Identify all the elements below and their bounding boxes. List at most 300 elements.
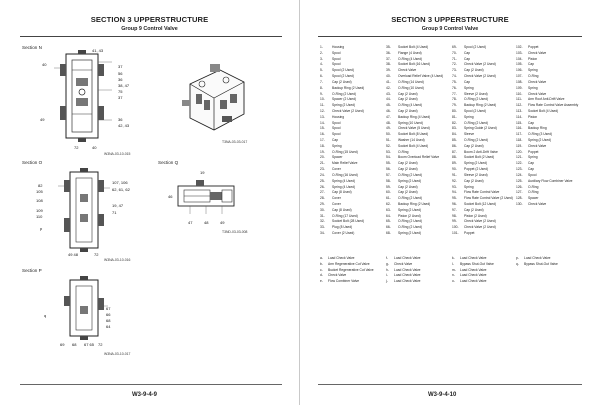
part-number: 46- xyxy=(386,108,391,113)
part-number: 66- xyxy=(386,225,391,230)
part-number: 87- xyxy=(452,149,457,154)
callout: p xyxy=(40,226,43,231)
part-name: Cap xyxy=(528,167,535,172)
part-name: Cover xyxy=(332,196,341,201)
part-number: 5- xyxy=(320,68,323,73)
part-number: 127- xyxy=(516,190,523,195)
part-name: Piston (2 Used) xyxy=(464,213,487,218)
part-number: 3- xyxy=(320,56,323,61)
part-number: 35- xyxy=(386,45,391,49)
legend-letter: k- xyxy=(452,256,455,260)
part-name: Poppet xyxy=(528,149,539,154)
part-number: 33- xyxy=(320,225,325,230)
part-number: 86- xyxy=(452,143,457,148)
callout: 110 xyxy=(36,214,43,219)
part-number: 37- xyxy=(386,56,391,61)
legend-letter: q- xyxy=(516,261,519,266)
part-number: 70- xyxy=(452,50,457,55)
part-number: 124- xyxy=(516,172,523,177)
part-name: Overload Relief Valve (4 Used) xyxy=(398,74,444,79)
part-name: O-Ring (15 Used) xyxy=(332,149,358,154)
header-rule xyxy=(318,36,582,37)
part-number: 6- xyxy=(320,74,323,79)
part-name: O-Ring (4 Used) xyxy=(398,56,423,61)
part-number: 43- xyxy=(386,91,391,96)
part-number: 26- xyxy=(320,184,325,189)
callout: 37 xyxy=(118,95,123,100)
part-name: Socket Bolt (4 Used) xyxy=(398,45,429,49)
part-number: 47- xyxy=(386,114,391,119)
legend-name: Load Check Valve xyxy=(524,256,551,260)
part-number: 15- xyxy=(320,126,325,131)
part-number: 92- xyxy=(452,178,457,183)
part-name: Spool xyxy=(332,132,341,137)
part-number: 4- xyxy=(320,62,323,67)
legend-name: Load Check Valve xyxy=(460,279,487,284)
part-number: 57- xyxy=(386,172,391,177)
figure-label-section-p: Section P xyxy=(22,268,42,273)
part-name: Check Valve (2 Used) xyxy=(464,62,496,67)
part-name: Check Valve xyxy=(528,143,547,148)
callout: 56 xyxy=(118,71,123,76)
parts-list-column xyxy=(386,45,452,237)
part-number: 113- xyxy=(516,108,523,113)
part-number: 71- xyxy=(452,56,457,61)
callout: 38, 47 xyxy=(118,83,130,88)
part-number: 19- xyxy=(320,149,325,154)
part-number: 55- xyxy=(386,161,391,166)
part-name: O-Ring xyxy=(528,74,539,79)
parts-list-column xyxy=(516,45,582,208)
part-name: Housing xyxy=(332,114,345,119)
part-number: 94- xyxy=(452,190,457,195)
part-number: 36- xyxy=(386,50,391,55)
part-number: 24- xyxy=(320,172,325,177)
part-number: 93- xyxy=(452,184,457,189)
figure-label-section-n: Section N xyxy=(22,45,42,50)
parts-list-item xyxy=(516,202,582,208)
footer-rule xyxy=(318,384,582,385)
figure-label-section-q: Section Q xyxy=(158,160,179,165)
callout: q xyxy=(44,313,47,318)
part-name: Socket Bolt (2 Used) xyxy=(464,155,495,160)
callout: 82 xyxy=(38,183,43,188)
part-name: Socket Bolt (4 Used) xyxy=(398,143,429,148)
callout: 67 xyxy=(106,306,111,311)
figure-label-section-o: Section O xyxy=(22,160,43,165)
callout: 48 xyxy=(204,220,209,225)
legend-name: Load Check Valve xyxy=(394,267,421,272)
part-number: 118- xyxy=(516,138,523,142)
part-number: 29- xyxy=(320,201,325,206)
section-o-diagram xyxy=(58,168,110,252)
part-number: 90- xyxy=(452,167,457,172)
part-number: 52- xyxy=(386,143,391,148)
part-number: 7- xyxy=(320,79,323,84)
part-number: 78- xyxy=(452,97,457,102)
part-number: 1- xyxy=(320,45,323,49)
part-name: Spool xyxy=(332,50,341,55)
part-name: Spring (2 Used) xyxy=(398,231,422,235)
part-name: Cap (2 Used) xyxy=(332,79,352,84)
part-number: 65- xyxy=(386,219,391,224)
section-title: SECTION 3 UPPERSTRUCTURE xyxy=(90,15,209,24)
part-number: 62- xyxy=(386,201,391,206)
section-p-diagram xyxy=(60,276,111,340)
part-number: 82- xyxy=(452,120,457,125)
part-number: 10- xyxy=(320,97,325,102)
legend-letter: e- xyxy=(320,279,323,284)
part-number: 117- xyxy=(516,132,523,137)
callout: 49 xyxy=(40,117,45,122)
part-number: 49- xyxy=(386,126,391,131)
part-number: 77- xyxy=(452,91,457,96)
legend-letter: p- xyxy=(516,256,519,260)
right-page xyxy=(300,0,600,405)
figure-code: W3NA-03-10-015 xyxy=(104,152,131,156)
part-name: Plug (8 Used) xyxy=(332,225,353,230)
parts-list-column xyxy=(320,45,386,237)
part-name: Spring xyxy=(464,184,474,189)
part-name: Piston xyxy=(528,114,538,119)
part-number: 31- xyxy=(320,213,325,218)
part-number: 107- xyxy=(516,74,523,79)
part-name: Check Valve xyxy=(528,201,547,206)
legend-column xyxy=(516,256,558,268)
callout: 75 xyxy=(118,89,123,94)
part-name: Cover xyxy=(332,167,341,172)
legend-name: Load Check Valve xyxy=(394,273,421,278)
part-name: Check Valve (2 Used) xyxy=(332,108,364,113)
part-number: 104- xyxy=(516,56,523,61)
part-number: 128- xyxy=(516,196,523,201)
part-number: 108- xyxy=(516,79,523,84)
callout: 37 xyxy=(118,64,123,69)
part-name: Backup Ring (4 Used) xyxy=(398,114,431,119)
part-name: Piston (2 Used) xyxy=(398,213,421,218)
part-number: 17- xyxy=(320,138,325,142)
part-name: Spring (4 Used) xyxy=(332,178,356,183)
part-name: Socket Bolt (8 Used) xyxy=(398,132,429,137)
legend-name: Load Check Valve xyxy=(394,279,421,284)
part-name: Check Valve (2 Used) xyxy=(464,74,496,79)
part-name: O-Ring (2 Used) xyxy=(464,97,489,102)
legend-name: Check Valve xyxy=(394,261,413,266)
part-name: Check Valve xyxy=(528,79,547,84)
footer-rule xyxy=(20,384,282,385)
callout: 69 xyxy=(60,342,65,347)
part-name: Spool (2 Used) xyxy=(464,45,486,49)
part-number: 110- xyxy=(516,91,523,96)
part-number: 75- xyxy=(452,79,457,84)
part-number: 122- xyxy=(516,161,523,166)
part-name: Cover (2 Used) xyxy=(332,231,355,235)
part-name: Backup Ring (2 Used) xyxy=(398,201,431,206)
part-number: 61- xyxy=(386,196,391,201)
part-name: Backup Ring (2 Used) xyxy=(464,103,497,108)
part-number: 126- xyxy=(516,184,523,189)
part-number: 34- xyxy=(320,231,325,235)
part-number: 101- xyxy=(452,231,459,235)
part-number: 42- xyxy=(386,85,391,90)
part-number: 39- xyxy=(386,68,391,73)
part-name: Spring (2 Used) xyxy=(332,103,356,108)
callout: 36 xyxy=(118,117,123,122)
part-number: 112- xyxy=(516,103,523,108)
page-number: W3-9-4-10 xyxy=(428,392,457,398)
part-name: Check Valve (2 Used) xyxy=(464,225,496,230)
part-name: Auxiliary Flow Combiner Valve xyxy=(528,178,573,183)
part-number: 13- xyxy=(320,114,325,119)
part-name: Socket Bolt (12 Used) xyxy=(464,201,497,206)
legend-name: Bypass Shut-Out Valve xyxy=(460,261,494,266)
part-name: O-Ring (2 Used) xyxy=(398,196,423,201)
part-number: 116- xyxy=(516,126,523,131)
legend-name: Load Check Valve xyxy=(460,273,487,278)
part-number: 120- xyxy=(516,149,523,154)
legend-name: Load Check Valve xyxy=(460,267,487,272)
part-number: 30- xyxy=(320,207,325,212)
part-number: 56- xyxy=(386,167,391,172)
callout: 40 xyxy=(92,145,97,150)
part-name: Flow Rate Control Valve Assembly xyxy=(528,103,579,108)
figure-code: T3NA-03-03-017 xyxy=(222,140,248,144)
group-title: Group 9 Control Valve xyxy=(421,26,479,32)
part-number: 121- xyxy=(516,155,523,160)
part-number: 74- xyxy=(452,74,457,79)
legend-name: Check Valve xyxy=(328,273,347,278)
part-name: Sleeve (2 Used) xyxy=(464,172,488,177)
parts-list-item xyxy=(386,231,452,237)
legend-letter: d- xyxy=(320,273,323,278)
part-number: 76- xyxy=(452,85,457,90)
part-name: O-Ring (4 Used) xyxy=(398,103,423,108)
part-name: O-Ring (2 Used) xyxy=(398,225,423,230)
legend-name: Flow Combiner Valve xyxy=(328,279,360,284)
parts-list-item xyxy=(320,231,386,237)
callout: 41, 43 xyxy=(92,48,104,53)
callout: 49 xyxy=(220,220,225,225)
parts-list-item xyxy=(452,231,518,237)
figure-code: W3NA-03-10-016 xyxy=(104,258,131,262)
part-name: O-Ring (2 Used) xyxy=(464,138,489,142)
part-number: 23- xyxy=(320,167,325,172)
part-name: Spring (2 Used) xyxy=(528,138,552,142)
part-number: 8- xyxy=(320,85,323,90)
callout: 66 xyxy=(106,312,111,317)
part-number: 73- xyxy=(452,68,457,73)
part-number: 14- xyxy=(320,120,325,125)
part-number: 18- xyxy=(320,143,325,148)
part-number: 12- xyxy=(320,108,325,113)
legend-letter: h- xyxy=(386,267,389,272)
header-rule xyxy=(20,36,282,37)
part-name: Spool (2 Used) xyxy=(332,68,354,73)
legend-column xyxy=(386,256,421,285)
part-number: 81- xyxy=(452,114,457,119)
part-number: 53- xyxy=(386,149,391,154)
section-n-diagram xyxy=(52,50,112,142)
part-name: Main Relief Valve xyxy=(332,161,358,166)
part-number: 38- xyxy=(386,62,391,67)
legend-letter: j- xyxy=(386,279,388,284)
part-name: Cap (2 Used) xyxy=(398,161,418,166)
part-number: 89- xyxy=(452,161,457,166)
callout: 109 xyxy=(36,208,43,213)
part-number: 20- xyxy=(320,155,325,160)
part-number: 41- xyxy=(386,79,391,84)
part-name: Cap (2 Used) xyxy=(464,207,484,212)
part-name: Housing xyxy=(332,45,345,49)
part-name: Check Valve (2 Used) xyxy=(464,219,496,224)
part-number: 83- xyxy=(452,126,457,131)
legend-letter: b- xyxy=(320,261,323,266)
part-name: O-Ring (2 Used) xyxy=(464,120,489,125)
part-name: Cap xyxy=(528,62,535,67)
callout: 105 xyxy=(36,189,43,194)
part-number: 111- xyxy=(516,97,523,102)
part-name: Piston xyxy=(528,56,538,61)
part-number: 60- xyxy=(386,190,391,195)
part-name: O-Ring (2 Used) xyxy=(332,91,357,96)
callout: 40 xyxy=(42,62,47,67)
callout: 107, 106 xyxy=(112,180,128,185)
part-name: Cap xyxy=(464,56,471,61)
legend-letter: g- xyxy=(386,261,389,266)
part-name: Socket Bolt (16 Used) xyxy=(398,62,431,67)
part-name: Check Valve xyxy=(528,50,547,55)
part-number: 97- xyxy=(452,207,457,212)
part-number: 2- xyxy=(320,50,323,55)
part-name: Spacer xyxy=(332,155,343,160)
part-number: 69- xyxy=(452,45,457,49)
part-name: Cap xyxy=(464,79,471,84)
callout: 36 xyxy=(118,77,123,82)
part-number: 103- xyxy=(516,50,523,55)
part-name: Spring xyxy=(464,114,474,119)
part-name: O-Ring xyxy=(528,190,539,195)
part-number: 88- xyxy=(452,155,457,160)
legend-name: Load Check Valve xyxy=(460,256,487,260)
part-name: Spring xyxy=(528,68,538,73)
part-name: Poppet xyxy=(528,45,539,49)
part-name: O-Ring (14 Used) xyxy=(398,79,424,84)
part-number: 119- xyxy=(516,143,523,148)
part-number: 105- xyxy=(516,62,523,67)
part-name: Arm Roof Anti-Drift Valve xyxy=(528,97,565,102)
part-number: 72- xyxy=(452,62,457,67)
part-name: Spool xyxy=(332,56,341,61)
part-number: 64- xyxy=(386,213,391,218)
part-number: 59- xyxy=(386,184,391,189)
part-number: 96- xyxy=(452,201,457,206)
part-name: Cap (2 Used) xyxy=(398,108,418,113)
part-number: 16- xyxy=(320,132,325,137)
legend-item xyxy=(452,279,494,285)
part-name: Cap xyxy=(528,120,535,125)
part-name: Backup Ring xyxy=(528,126,547,131)
callout: 62, 61, 62 xyxy=(112,187,130,192)
part-name: Poppet (2 Used) xyxy=(464,167,489,172)
page-number: W3-9-4-9 xyxy=(132,392,158,398)
part-name: Spring (10 Used) xyxy=(398,120,423,125)
legend-name: Bypass Shut-Out Valve xyxy=(524,261,558,266)
part-name: Cap (2 Used) xyxy=(464,68,484,73)
part-name: Cap xyxy=(528,161,535,166)
callout: 71 xyxy=(112,210,117,215)
part-name: Backup Ring (2 Used) xyxy=(332,85,365,90)
part-number: 102- xyxy=(516,45,523,49)
callout: 72 xyxy=(94,252,99,257)
part-name: Flange (4 Used) xyxy=(398,50,422,55)
part-name: O-Ring (2 Used) xyxy=(398,172,423,177)
callout: 72 xyxy=(98,342,103,347)
part-name: Cap (2 Used) xyxy=(464,178,484,183)
section-q-diagram xyxy=(176,176,236,216)
part-number: 40- xyxy=(386,74,391,79)
part-number: 54- xyxy=(386,155,391,160)
part-number: 125- xyxy=(516,178,523,183)
part-number: 95- xyxy=(452,196,457,201)
part-name: Spool (2 Used) xyxy=(332,74,354,79)
callout: 19 xyxy=(200,170,205,175)
callout: 72 xyxy=(74,145,79,150)
part-name: O-Ring xyxy=(398,149,409,154)
callout: 67 65 xyxy=(84,342,95,347)
legend-name: Load Check Valve xyxy=(328,256,355,260)
part-number: 21- xyxy=(320,161,325,166)
part-name: Spring Guide (2 Used) xyxy=(464,126,497,131)
part-number: 115- xyxy=(516,120,523,125)
part-name: Cap (2 Used) xyxy=(398,97,418,102)
part-number: 79- xyxy=(452,103,457,108)
part-name: Spring (2 Used) xyxy=(398,178,422,183)
part-number: 28- xyxy=(320,196,325,201)
part-number: 9- xyxy=(320,91,323,96)
legend-name: Load Check Valve xyxy=(394,256,421,260)
part-name: Cap (2 Used) xyxy=(464,143,484,148)
part-name: Spacer xyxy=(528,196,539,201)
part-name: Spring (2 Used) xyxy=(398,207,422,212)
part-name: Check Valve xyxy=(398,68,417,73)
callout: 46 xyxy=(168,194,173,199)
part-number: 98- xyxy=(452,213,457,218)
legend-name: Arm Regenerative Cut Valve xyxy=(328,261,370,266)
part-name: Check Valve (5 Used) xyxy=(398,126,430,131)
part-name: O-Ring xyxy=(528,184,539,189)
part-number: 109- xyxy=(516,85,523,90)
part-name: O-Ring (17 Used) xyxy=(332,213,358,218)
part-name: O-Ring (16 Used) xyxy=(332,172,358,177)
part-name: Spool xyxy=(332,62,341,67)
part-name: Cap (8 Used) xyxy=(332,190,352,195)
legend-item xyxy=(516,262,558,268)
part-number: 100- xyxy=(452,225,459,230)
part-name: Sleeve (2 Used) xyxy=(464,91,488,96)
control-valve-isometric-diagram xyxy=(182,64,250,136)
part-name: Flow Rate Control Valve (2 Used) xyxy=(464,196,513,201)
part-name: Poppet xyxy=(464,231,475,235)
figure-code: T3ND-03-03-008 xyxy=(222,230,248,234)
legend-letter: c- xyxy=(320,267,323,272)
legend-column xyxy=(320,256,374,285)
part-name: Spring xyxy=(332,143,342,148)
part-name: Spring xyxy=(464,85,474,90)
group-title: Group 9 Control Valve xyxy=(121,26,178,32)
part-number: 68- xyxy=(386,231,391,235)
part-name: Flow Rate Control Valve xyxy=(464,190,500,195)
part-number: 80- xyxy=(452,108,457,113)
